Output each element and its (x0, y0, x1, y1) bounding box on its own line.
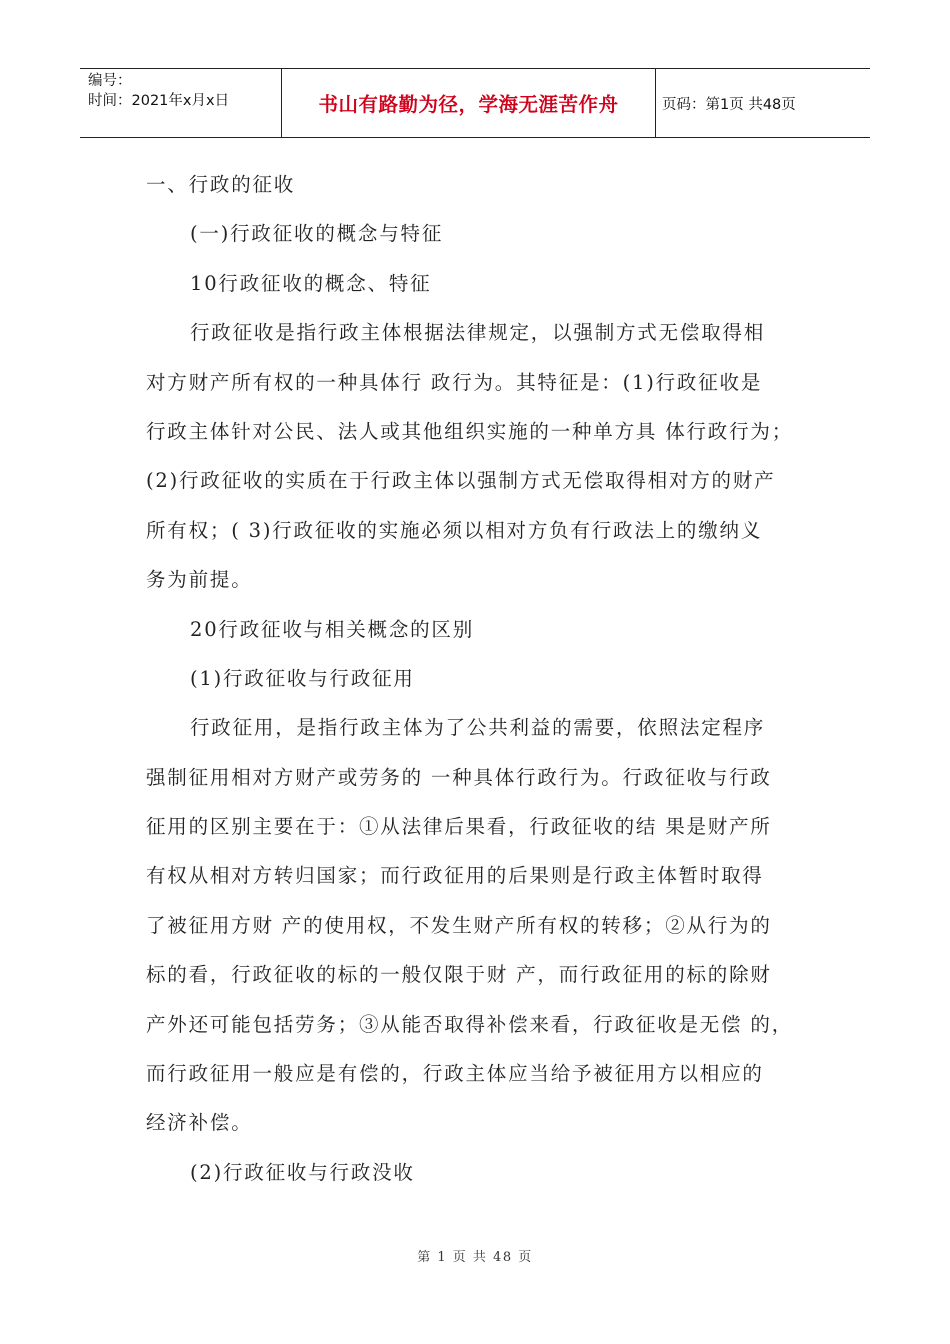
paragraph-line: 对方财产所有权的一种具体行 政行为。其特征是：(1)行政征收是 (146, 370, 763, 394)
paragraph-line: 产外还可能包括劳务；③从能否取得补偿来看，行政征收是无偿 的， (146, 1012, 793, 1036)
subsection-heading: (2)行政征收与行政没收 (190, 1160, 415, 1184)
document-body (146, 160, 810, 1197)
subsection-heading: 20行政征收与相关概念的区别 (190, 617, 475, 641)
paragraph-line: (2)行政征收的实质在于行政主体以强制方式无偿取得相对方的财产 (146, 469, 776, 493)
paragraph-line: 行政征用，是指行政主体为了公共利益的需要，依照法定程序 (190, 716, 766, 740)
header-meta (80, 69, 282, 137)
paragraph-line: 行政征收是指行政主体根据法律规定，以强制方式无偿取得相 (190, 321, 766, 345)
document-header (80, 68, 870, 138)
subsection-heading: (1)行政征收与行政征用 (190, 666, 415, 690)
paragraph-line: 所有权；( 3)行政征收的实施必须以相对方负有行政法上的缴纳义 (146, 518, 763, 542)
header-page-info: 页码：第1页 共48页 (662, 96, 796, 113)
document-number-label: 编号： (88, 73, 132, 89)
paragraph-line: 强制征用相对方财产或劳务的 一种具体行政行为。行政征收与行政 (146, 765, 772, 789)
page-footer: 第 1 页 共 48 页 (417, 1250, 533, 1265)
paragraph-line: 征用的区别主要在于：①从法律后果看，行政征收的结 果是财产所 (146, 815, 772, 839)
paragraph-line: 行政主体针对公民、法人或其他组织实施的一种单方具 体行政行为； (146, 419, 793, 443)
paragraph-line: 标的看，行政征收的标的一般仅限于财 产，而行政征用的标的除财 (146, 963, 772, 987)
subsection-heading: (一)行政征收的概念与特征 (190, 222, 444, 246)
subsection-heading: 10行政征收的概念、特征 (190, 271, 432, 295)
section-heading: 一、行政的征收 (146, 173, 296, 196)
paragraph-line: 而行政征用一般应是有偿的，行政主体应当给予被征用方以相应的 (146, 1062, 764, 1086)
header-motto: 书山有路勤为径，学海无涯苦作舟 (282, 69, 656, 137)
paragraph-line: 经济补偿。 (146, 1111, 253, 1135)
paragraph-line: 务为前提。 (146, 568, 253, 592)
paragraph-line: 了被征用方财 产的使用权，不发生财产所有权的转移；②从行为的 (146, 913, 772, 937)
document-date-label: 时间：2021年x月x日 (88, 93, 230, 109)
paragraph-line: 有权从相对方转归国家；而行政征用的后果则是行政主体暂时取得 (146, 864, 764, 888)
